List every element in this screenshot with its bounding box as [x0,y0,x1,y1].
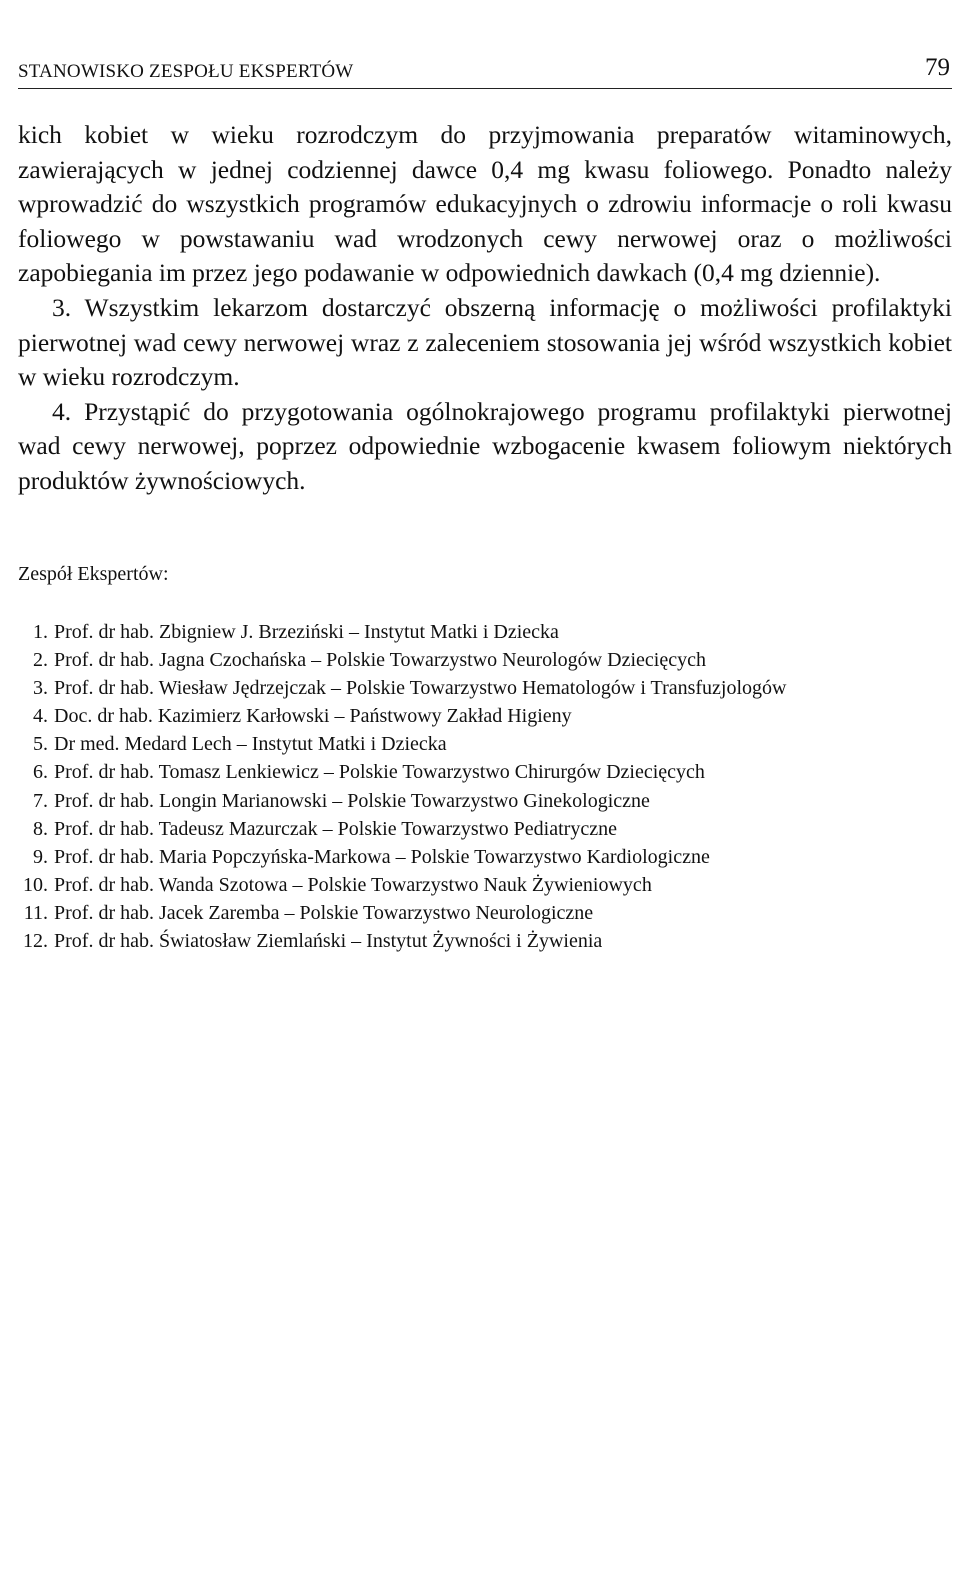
list-item [18,646,952,674]
list-item-text: Prof. dr hab. Jacek Zaremba – Polskie Towarzystwo Neurologiczne [54,901,594,924]
paragraph-point-3: 3. Wszystkim lekarzom dostarczyć obszerną informację o możliwości profilaktyki pierwotnej wad cewy nerwowej wraz z zaleceniem stosowania jej wśród wszystkich kobiet w wieku rozrodczym. [18,292,952,392]
list-item-number: 5. [33,733,48,756]
list-item-text: Prof. dr hab. Maria Popczyńska-Markowa – Polskie Towarzystwo Kardiologiczne [54,845,710,868]
list-item [18,618,952,646]
team-heading: Zespół Ekspertów: [18,563,169,585]
list-item-text: Prof. dr hab. Jagna Czochańska – Polskie Towarzystwo Neurologów Dziecięcych [54,649,706,672]
list-item [18,787,952,815]
page-number: 79 [925,54,950,81]
list-item [18,927,952,955]
list-item-text: Prof. dr hab. Tomasz Lenkiewicz – Polskie Towarzystwo Chirurgów Dziecięcych [54,761,705,784]
running-header [18,52,952,89]
list-item-number: 9. [33,845,48,868]
list-item [18,730,952,758]
list-item-text: Prof. dr hab. Longin Marianowski – Polskie Towarzystwo Ginekologiczne [54,789,650,812]
list-item-number: 2. [33,649,48,672]
list-item-number: 7. [33,789,48,812]
list-item-text: Prof. dr hab. Tadeusz Mazurczak – Polskie Towarzystwo Pediatryczne [54,817,617,840]
list-item [18,674,952,702]
list-item-number: 3. [33,677,48,700]
list-item-number: 11. [23,901,48,924]
list-item [18,815,952,843]
list-item-text: Doc. dr hab. Kazimierz Karłowski – Państwowy Zakład Higieny [54,705,572,728]
team-member-list [18,618,952,955]
list-item-text: Prof. dr hab. Zbigniew J. Brzeziński – Instytut Matki i Dziecka [54,621,559,643]
list-item-text: Prof. dr hab. Wiesław Jędrzejczak – Polskie Towarzystwo Hematologów i Transfuzjologów [54,677,787,700]
list-item-text: Prof. dr hab. Wanda Szotowa – Polskie Towarzystwo Nauk Żywieniowych [54,873,652,896]
list-item-number: 8. [33,817,48,840]
list-item-text: Prof. dr hab. Światosław Ziemlański – Instytut Żywności i Żywienia [54,930,603,953]
running-title: STANOWISKO ZESPOŁU EKSPERTÓW [18,61,354,82]
list-item [18,843,952,871]
list-item [18,758,952,786]
list-item-text: Dr med. Medard Lech – Instytut Matki i Dziecka [54,733,447,756]
list-item-number: 10. [23,873,48,896]
list-item-number: 1. [33,621,48,643]
list-item-number: 4. [33,705,48,728]
list-item-number: 6. [33,761,48,784]
list-item [18,702,952,730]
list-item [18,899,952,927]
paragraph-continuation: kich kobiet w wieku rozrodczym do przyjmowania preparatów witaminowych, zawierających w jednej codziennej dawce 0,4 mg kwasu foliowego. Ponadto należy wprowadzić do wszystkich programów edukacyjnych o zdrowiu informacje o roli kwasu foliowego w powstawaniu wad wrodzonych cewy nerwowej oraz o możliwości zapobiegania im przez jego podawanie w odpowiednich dawkach (0,4 mg dziennie). [18,120,952,288]
list-item [18,871,952,899]
body-text [18,118,952,499]
paragraph-point-4: 4. Przystąpić do przygotowania ogólnokrajowego programu profilaktyki pierwotnej wad cewy nerwowej, poprzez odpowiednie wzbogacenie kwasem foliowym niektórych produktów żywnościowych. [18,396,952,495]
list-item-number: 12. [23,930,48,953]
